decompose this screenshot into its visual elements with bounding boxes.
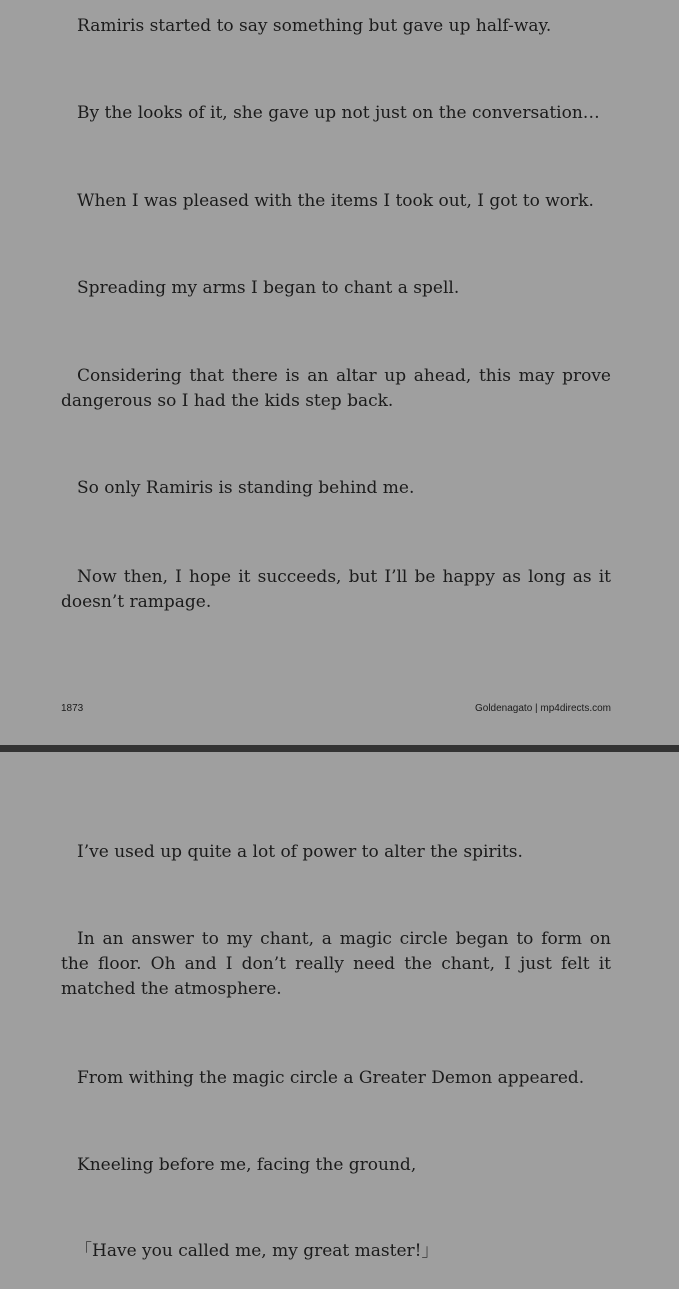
paragraph: In an answer to my chant, a magic circle began to form on the floor. Oh and I don’t really need the chant, I just felt it matched the atmosphere.	[61, 929, 611, 999]
paragraph: I’ve used up quite a lot of power to alter the spirits.	[77, 842, 523, 862]
book-page-bottom	[0, 752, 679, 1289]
paragraph: From withing the magic circle a Greater Demon appeared.	[77, 1068, 585, 1088]
paragraph: Ramiris started to say something but gave up half-way.	[77, 16, 552, 36]
page-divider	[0, 745, 679, 752]
paragraph: Spreading my arms I began to chant a spell.	[77, 278, 460, 298]
paragraph: So only Ramiris is standing behind me.	[77, 478, 415, 498]
paragraph: Considering that there is an altar up ahead, this may prove dangerous so I had the kids step back.	[61, 366, 611, 411]
paragraph: When I was pleased with the items I took out, I got to work.	[77, 191, 594, 211]
paragraph: 「Have you called me, my great master!」	[75, 1241, 439, 1261]
page-number: 1873	[61, 703, 84, 714]
paragraph: By the looks of it, she gave up not just on the conversation…	[77, 103, 600, 123]
page-credit: Goldenagato | mp4directs.com	[474, 703, 611, 714]
paragraph: Kneeling before me, facing the ground,	[77, 1155, 417, 1175]
paragraph: Now then, I hope it succeeds, but I’ll be happy as long as it doesn’t rampage.	[61, 567, 611, 612]
